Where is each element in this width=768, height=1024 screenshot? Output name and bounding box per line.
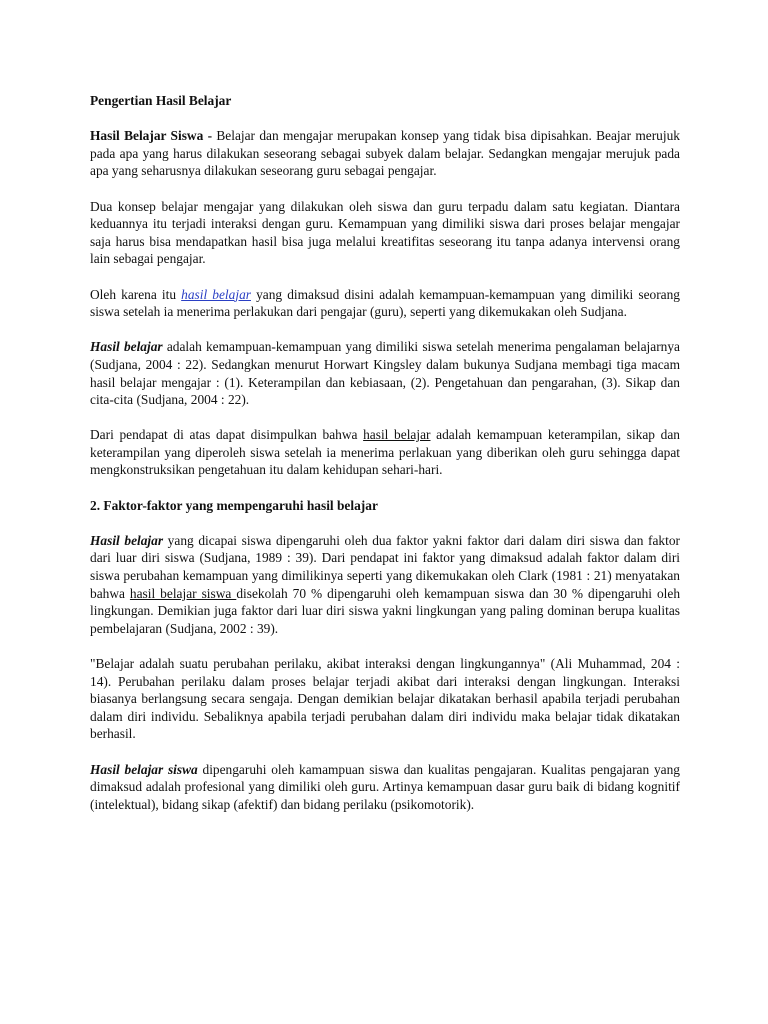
document-title: Pengertian Hasil Belajar bbox=[90, 93, 232, 108]
paragraph-intro bbox=[90, 127, 680, 180]
paragraph-quote: "Belajar adalah suatu perubahan perilaku, akibat interaksi dengan lingkungannya" (Ali Muhammad, 204 : 14). Perubahan perilaku dalam proses belajar terjadi akibat dari interaksi dengan lingkungan. Interaksi biasanya berlangsung secara sengaja. Dengan demikian belajar dikatakan berhasil apabila terjadi perubahan dalam diri individu. Sebaliknya apabila terjadi perubahan dalam diri individu maka belajar tidak dikatakan berhasil. bbox=[90, 656, 680, 742]
paragraph-definition bbox=[90, 286, 680, 321]
paragraph-text: dipengaruhi oleh kamampuan siswa dan kualitas pengajaran. Kualitas pengajaran yang dimaksud adalah profesional yang dimiliki oleh guru. Artinya kemampuan dasar guru baik di bidang kognitif (intelektual), bidang sikap (afektif) dan bidang perilaku (psikomotorik). bbox=[90, 761, 680, 812]
paragraph-text: yang dimaksud disini adalah kemampuan-kemampuan yang dimiliki seorang siswa setelah ia menerima perlakukan dari pengajar (guru), seperti yang dikemukakan oleh Sudjana. bbox=[90, 286, 681, 320]
paragraph-text: Dari pendapat di atas dapat disimpulkan bahwa bbox=[90, 427, 364, 443]
underlined-term: hasil belajar bbox=[363, 427, 431, 443]
paragraph-text: adalah kemampuan keterampilan, sikap dan keterampilan yang diperoleh siswa setelah ia menerima perlakuan yang diberikan oleh guru sehingga dapat mengkonstruksikan pengetahuan itu dalam kehidupan sehari-hari. bbox=[90, 427, 680, 478]
lead-term-bold-italic: Hasil belajar bbox=[90, 532, 164, 548]
paragraph-text: adalah kemampuan-kemampuan yang dimiliki siswa setelah menerima pengalaman belajarnya (Sudjana, 2004 : 22). Sedangkan menurut Horwart Kingsley dalam bukunya Sudjana membagi tiga macam hasil belajar mengajar : (1). Keterampilan dan kebiasaan, (2). Pengetahuan dan pengarahan, (3). Sikap dan cita-cita (Sudjana, 2004 : 22). bbox=[90, 339, 680, 408]
paragraph-factors bbox=[90, 532, 680, 638]
paragraph-text: yang dicapai siswa dipengaruhi oleh dua faktor yakni faktor dari dalam diri siswa dan faktor dari luar diri siswa (Sudjana, 1989 : 39). Dari pendapat ini faktor yang dimaksud adalah faktor dalam diri siswa perubahan kemampuan yang dimilikinya seperti yang dikemukakan oleh Clark (1981 : 21) menyatakan bahwa bbox=[90, 532, 680, 601]
hasil-belajar-link[interactable]: hasil belajar bbox=[181, 286, 251, 302]
lead-term-bold-italic: Hasil belajar siswa bbox=[90, 761, 198, 777]
paragraph-quality bbox=[90, 761, 680, 814]
section-heading: 2. Faktor-faktor yang mempengaruhi hasil belajar bbox=[90, 497, 378, 513]
underlined-term: hasil belajar siswa bbox=[129, 585, 237, 601]
paragraph-conclusion bbox=[90, 426, 680, 479]
paragraph-sudjana bbox=[90, 338, 680, 408]
lead-term-bold: Hasil Belajar Siswa - bbox=[90, 128, 213, 144]
lead-term-bold-italic: Hasil belajar bbox=[90, 339, 163, 355]
paragraph-concept: Dua konsep belajar mengajar yang dilakukan oleh siswa dan guru terpadu dalam satu kegiatan. Diantara keduannya itu terjadi interaksi dengan guru. Kemampuan yang dimiliki siswa dari proses belajar mengajar saja harus bisa mendapatkan hasil bisa juga melalui kreatifitas seseorang itu tanpa adanya intervensi orang lain sebagai pengajar. bbox=[90, 198, 680, 267]
paragraph-text: disekolah 70 % dipengaruhi oleh kemampuan siswa dan 30 % dipengaruhi oleh lingkungan. Demikian juga faktor dari luar diri siswa yakni lingkungan yang paling dominan berupa kualitas pembelajaran (Sudjana, 2002 : 39). bbox=[90, 585, 681, 636]
document-page bbox=[90, 92, 680, 831]
paragraph-text: Belajar dan mengajar merupakan konsep yang tidak bisa dipisahkan. Beajar merujuk pada apa yang harus dilakukan seseorang sebagai subyek dalam belajar. Sedangkan mengajar merujuk pada apa yang seharusnya dilakukan seseorang guru sebagai pengajar. bbox=[90, 128, 680, 179]
paragraph-text: Oleh karena itu bbox=[90, 286, 182, 302]
